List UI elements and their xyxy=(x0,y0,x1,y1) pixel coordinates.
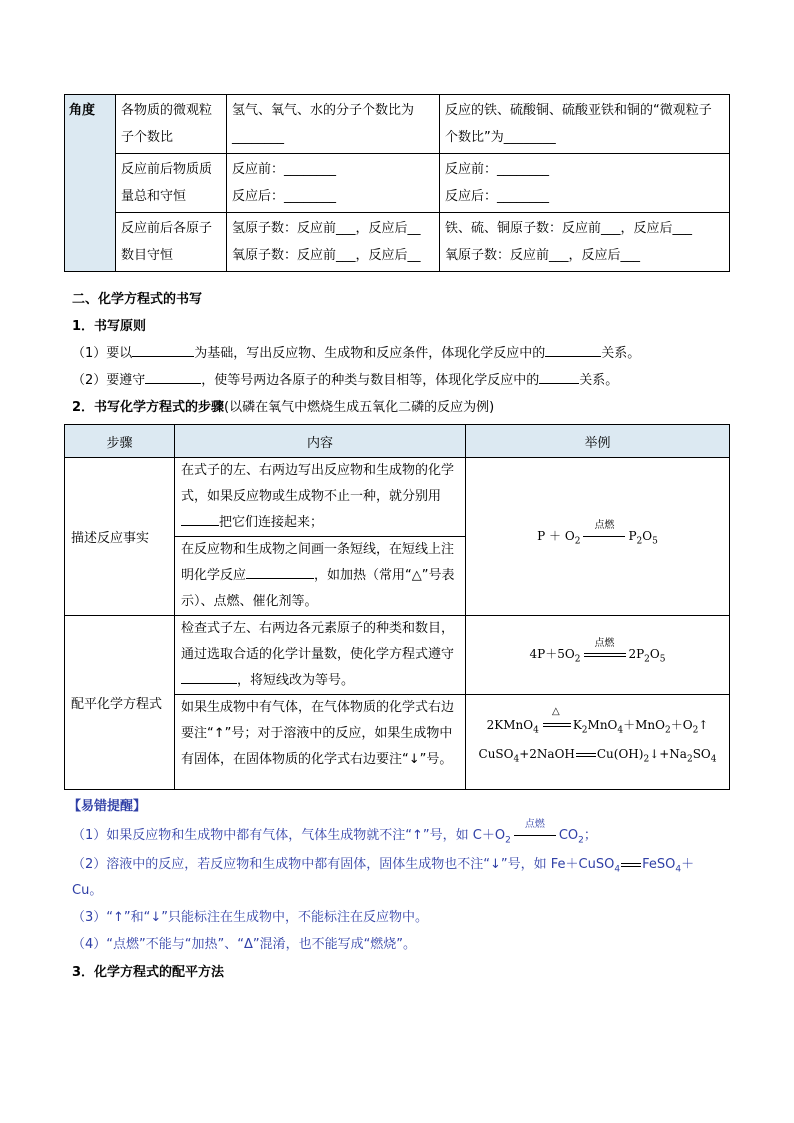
row3-col1-h: 氢原子数：反应前___，反应后__ xyxy=(232,221,421,236)
row2-col1-before: 反应前：________ xyxy=(232,162,337,177)
example-3 xyxy=(466,695,730,790)
blank xyxy=(145,370,201,384)
row3-col1 xyxy=(227,213,440,272)
row2-item: 反应前后物质质量总和守恒 xyxy=(116,154,227,213)
section-heading: 二、化学方程式的书写 xyxy=(72,292,203,307)
steps-heading-bold: 2．书写化学方程式的步骤 xyxy=(72,400,225,415)
row3-col2 xyxy=(440,213,730,272)
balancing-heading: 3．化学方程式的配平方法 xyxy=(72,965,225,980)
c3-a: 检查式子左、右两边各元素原子的种类和数目，通过选取合适的化学计量数，使化学方程式遵守 xyxy=(181,621,455,662)
tip-1: （1）如果反应物和生成物中都有气体，气体生成物就不注“↑”号，如 $C+O_2$ 点燃 $CO_2$； xyxy=(72,819,597,846)
p1-c: 关系。 xyxy=(601,346,641,361)
row1-col2: 反应的铁、硫酸铜、硫酸亚铁和铜的“微观粒子个数比”为________ xyxy=(440,95,730,154)
tip-2-end: Cu。 xyxy=(72,883,103,898)
tip-1-text: （1）如果反应物和生成物中都有气体，气体生成物就不注“↑”号，如 xyxy=(72,828,469,843)
row2-col2 xyxy=(440,154,730,213)
blank xyxy=(181,512,219,526)
row2-col2-after: 反应后：________ xyxy=(445,189,550,204)
p2-a: （2）要遵守 xyxy=(72,373,146,388)
row1-col1: 氢气、氧气、水的分子个数比为________ xyxy=(227,95,440,154)
tip-4: （4）“点燃”不能与“加热”、“Δ”混淆，也不能写成“燃烧”。 xyxy=(72,937,417,952)
principle-1 xyxy=(72,342,640,361)
row3-item: 反应前后各原子数目守恒 xyxy=(116,213,227,272)
header-step: 步骤 xyxy=(65,425,175,458)
content-3 xyxy=(175,616,466,695)
tips-heading: 【易错提醒】 xyxy=(68,799,147,814)
example-1: $P + O_2$ 点燃 $P_2O_5$ xyxy=(466,458,730,616)
steps-heading xyxy=(72,396,494,415)
row2-col1 xyxy=(227,154,440,213)
blank xyxy=(545,343,601,357)
micro-table xyxy=(64,94,730,272)
header-example: 举例 xyxy=(466,425,730,458)
row2-col1-after: 反应后：________ xyxy=(232,189,337,204)
row3-col2-o: 氧原子数：反应前___，反应后___ xyxy=(445,248,641,263)
c2-b: ，如加热（常用“△”号表示）、点燃、催化剂等。 xyxy=(181,568,455,609)
eq-cuso4: CuSO$_4$+2NaOH $Cu(OH)_2↓+Na_2SO_4$ xyxy=(478,747,717,765)
row1-item: 各物质的微观粒子个数比 xyxy=(116,95,227,154)
c1-b: 把它们连接起来； xyxy=(219,515,324,530)
row2-col2-before: 反应前：________ xyxy=(445,162,550,177)
ignite-label: 点燃 xyxy=(594,519,615,531)
row3-col1-o: 氧原子数：反应前___，反应后__ xyxy=(232,248,421,263)
p2-c: 关系。 xyxy=(579,373,619,388)
p1-a: （1）要以 xyxy=(72,346,133,361)
c3-b: ，将短线改为等号。 xyxy=(237,673,355,688)
steps-table xyxy=(64,424,730,790)
content-1 xyxy=(175,458,466,537)
c2-a: 在反应物和生成物之间画一条短线，在短线上注明化学反应 xyxy=(181,542,455,583)
p1-b: 为基础，写出反应物、生成物和反应条件，体现化学反应中的 xyxy=(194,346,546,361)
blank xyxy=(539,370,579,384)
step-describe: 描述反应事实 xyxy=(65,458,175,616)
c1-a: 在式子的左、右两边写出反应物和生成物的化学式，如果反应物或生成物不止一种，就分别用 xyxy=(181,463,455,504)
ignite-arrow xyxy=(583,519,625,543)
header-content: 内容 xyxy=(175,425,466,458)
step-balance: 配平化学方程式 xyxy=(65,616,175,790)
ignite-equal: 点燃 xyxy=(583,647,625,661)
principle-2 xyxy=(72,369,618,388)
steps-heading-rest: (以磷在氧气中燃烧生成五氧化二磷的反应为例) xyxy=(224,400,495,415)
example-2: $4P+5O_2$ 点燃 $2P_2O_5$ xyxy=(466,616,730,695)
angle-label: 角度 xyxy=(65,95,116,272)
content-2 xyxy=(175,537,466,616)
tip-2-text: （2）溶液中的反应，若反应物和生成物中都有固体，固体生成物也不注“↓”号，如 xyxy=(72,857,547,872)
principles-heading: 1．书写原则 xyxy=(72,319,147,334)
content-4: 如果生成物中有气体，在气体物质的化学式右边要注“↑”号；对于溶液中的反应，如果生成物中有固体，在固体物质的化学式右边要注“↓”号。 xyxy=(175,695,466,790)
p2-b: ，使等号两边各原子的种类与数目相等，体现化学反应中的 xyxy=(201,373,540,388)
eq-kmno4: 2KMnO$_4$ △ $K_2MnO_4+MnO_2+O_2↑$ xyxy=(486,705,709,735)
blank xyxy=(246,565,314,579)
tip-2: （2）溶液中的反应，若反应物和生成物中都有固体，固体生成物也不注“↓”号，如 Fe＋CuSO$_4$ FeSO$_4$＋ xyxy=(72,857,695,875)
row3-col2-fe: 铁、硫、铜原子数：反应前___，反应后___ xyxy=(445,221,693,236)
blank xyxy=(132,343,194,357)
blank xyxy=(181,670,237,684)
tip-3: （3）“↑”和“↓”只能标注在生成物中，不能标注在反应物中。 xyxy=(72,910,428,925)
